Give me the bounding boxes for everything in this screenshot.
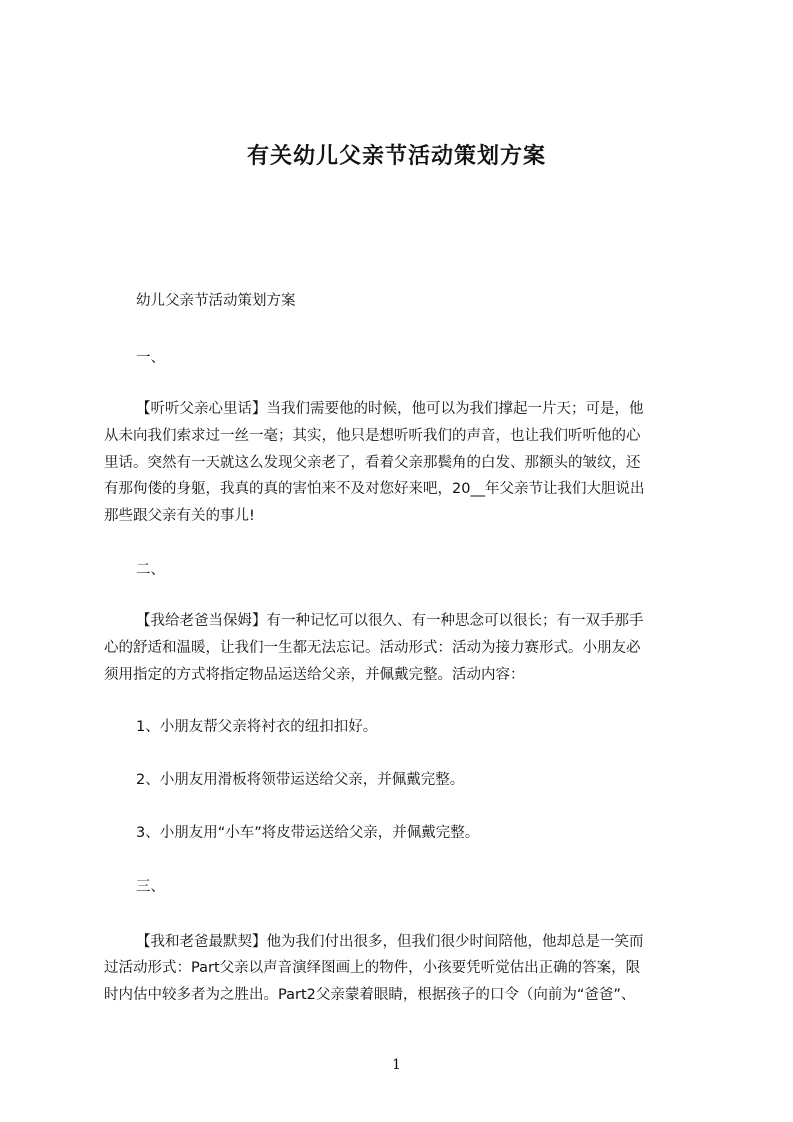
section-1-line: 有那佝偻的身躯，我真的真的害怕来不及对您好来吧，20__年父亲节让我们大胆说出 — [104, 481, 645, 497]
section-2-heading: 二、 — [136, 562, 165, 578]
section-1-line: 那些跟父亲有关的事儿! — [104, 508, 255, 524]
activity-item: 2、小朋友用滑板将领带运送给父亲，并佩戴完整。 — [136, 772, 465, 788]
section-3-line: 过活动形式：Part父亲以声音演绎图画上的物件，小孩要凭听觉估出正确的答案，限 — [104, 960, 641, 976]
section-1-line: 【听听父亲心里话】当我们需要他的时候，他可以为我们撑起一片天；可是，他 — [136, 401, 644, 417]
section-1-heading: 一、 — [136, 350, 165, 366]
page-number: 1 — [392, 1057, 401, 1073]
document-subtitle: 幼儿父亲节活动策划方案 — [136, 293, 296, 309]
activity-item: 1、小朋友帮父亲将衬衣的纽扣扣好。 — [136, 719, 378, 735]
section-2-line: 心的舒适和温暖，让我们一生都无法忘记。活动形式：活动为接力赛形式。小朋友必 — [104, 640, 641, 656]
section-3-heading: 三、 — [136, 879, 165, 895]
activity-item: 3、小朋友用“小车”将皮带运送给父亲，并佩戴完整。 — [136, 825, 480, 841]
section-2-line: 须用指定的方式将指定物品运送给父亲，并佩戴完整。活动内容： — [104, 667, 525, 683]
section-3-line: 【我和老爸最默契】他为我们付出很多，但我们很少时间陪他，他却总是一笑而 — [136, 934, 644, 950]
page-title: 有关幼儿父亲节活动策划方案 — [246, 144, 546, 169]
section-3-line: 时内估中较多者为之胜出。Part2父亲蒙着眼睛，根据孩子的口令（向前为“爸爸”、 — [104, 987, 636, 1003]
section-1-line: 从未向我们索求过一丝一毫；其实，他只是想听听我们的声音，也让我们听听他的心 — [104, 428, 641, 444]
section-1-line: 里话。突然有一天就这么发现父亲老了，看着父亲那鬓角的白发、那额头的皱纹，还 — [104, 455, 641, 471]
section-2-line: 【我给老爸当保姆】有一种记忆可以很久、有一种思念可以很长；有一双手那手 — [136, 613, 644, 629]
